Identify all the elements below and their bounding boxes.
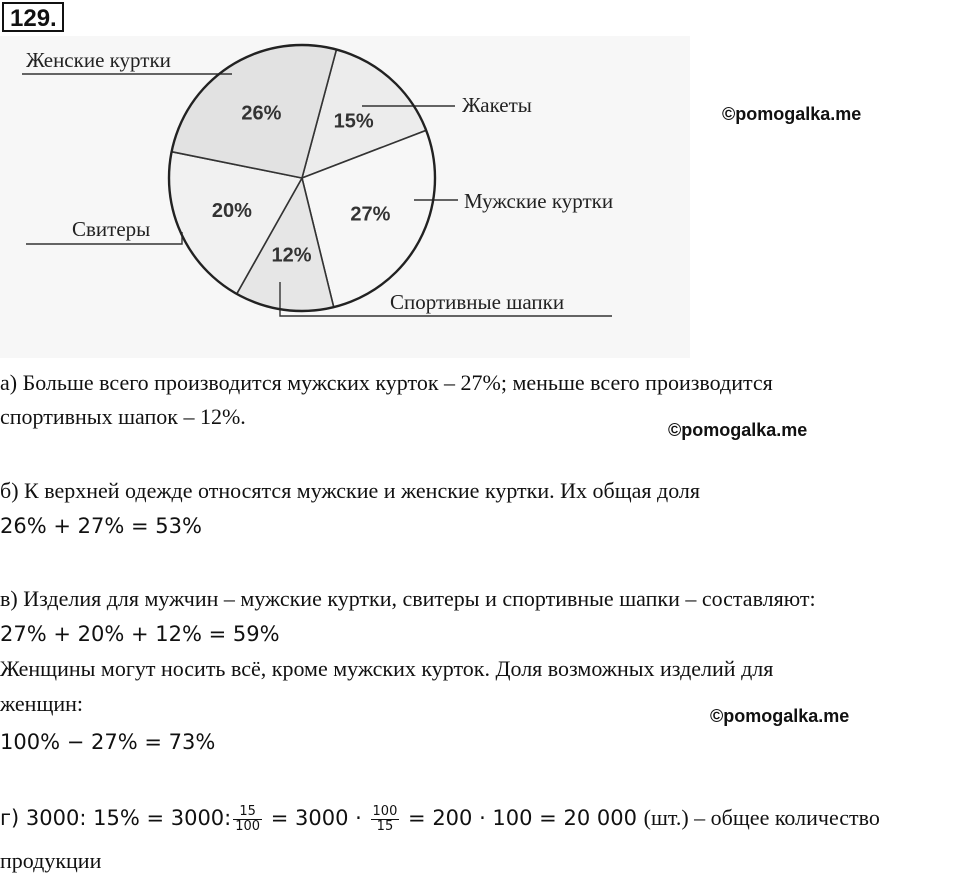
answer-b-formula: 26% + 27% = 53% bbox=[0, 514, 202, 538]
fraction bbox=[233, 805, 262, 834]
slice-value-label: 12% bbox=[271, 244, 312, 267]
watermark: ©pomogalka.me bbox=[668, 420, 808, 440]
answer-a-line: а) Больше всего производится мужских курток – 27%; меньше всего производится bbox=[0, 370, 773, 395]
answer-v-line: Женщины могут носить всё, кроме мужских курток. Доля возможных изделий для bbox=[0, 656, 774, 681]
slice-category-label: Мужские куртки bbox=[464, 189, 614, 213]
slice-category-label: Жакеты bbox=[462, 93, 532, 117]
answer-v-formula: 100% − 27% = 73% bbox=[0, 730, 216, 754]
formula-part: г) 3000: 15% = 3000: bbox=[0, 806, 232, 830]
fraction-denominator: 100 bbox=[235, 818, 261, 834]
problem-number: 129. bbox=[2, 2, 64, 32]
watermark: ©pomogalka.me bbox=[710, 706, 850, 726]
formula-part: (шт.) – общее количество bbox=[643, 805, 880, 830]
slice-value-label: 20% bbox=[211, 200, 252, 223]
slice-category-label: Женские куртки bbox=[26, 48, 171, 72]
slice-value-label: 15% bbox=[333, 110, 374, 133]
answer-b-line: б) К верхней одежде относятся мужские и женские куртки. Их общая доля bbox=[0, 478, 701, 503]
formula-part: = 200 · 100 = 20 000 bbox=[408, 806, 637, 830]
pie-chart bbox=[0, 0, 960, 360]
slice-value-label: 26% bbox=[241, 102, 282, 125]
watermark: ©pomogalka.me bbox=[722, 104, 862, 124]
fraction bbox=[371, 805, 400, 834]
fraction-numerator: 15 bbox=[233, 805, 262, 820]
fraction-denominator: 15 bbox=[376, 818, 394, 834]
slice-category-label: Свитеры bbox=[72, 217, 151, 241]
slice-value-label: 27% bbox=[350, 203, 391, 226]
answer-v-line: женщин: bbox=[0, 691, 84, 716]
answer-a-line: спортивных шапок – 12%. bbox=[0, 404, 246, 429]
answer-g-formula bbox=[0, 803, 880, 834]
answer-g-line: продукции bbox=[0, 848, 102, 873]
answer-v-formula: 27% + 20% + 12% = 59% bbox=[0, 622, 280, 646]
slice-category-label: Спортивные шапки bbox=[390, 290, 565, 314]
fraction-numerator: 100 bbox=[372, 803, 398, 819]
answer-v-line: в) Изделия для мужчин – мужские куртки, свитеры и спортивные шапки – составляют: bbox=[0, 586, 816, 611]
formula-part: = 3000 · bbox=[270, 806, 362, 830]
